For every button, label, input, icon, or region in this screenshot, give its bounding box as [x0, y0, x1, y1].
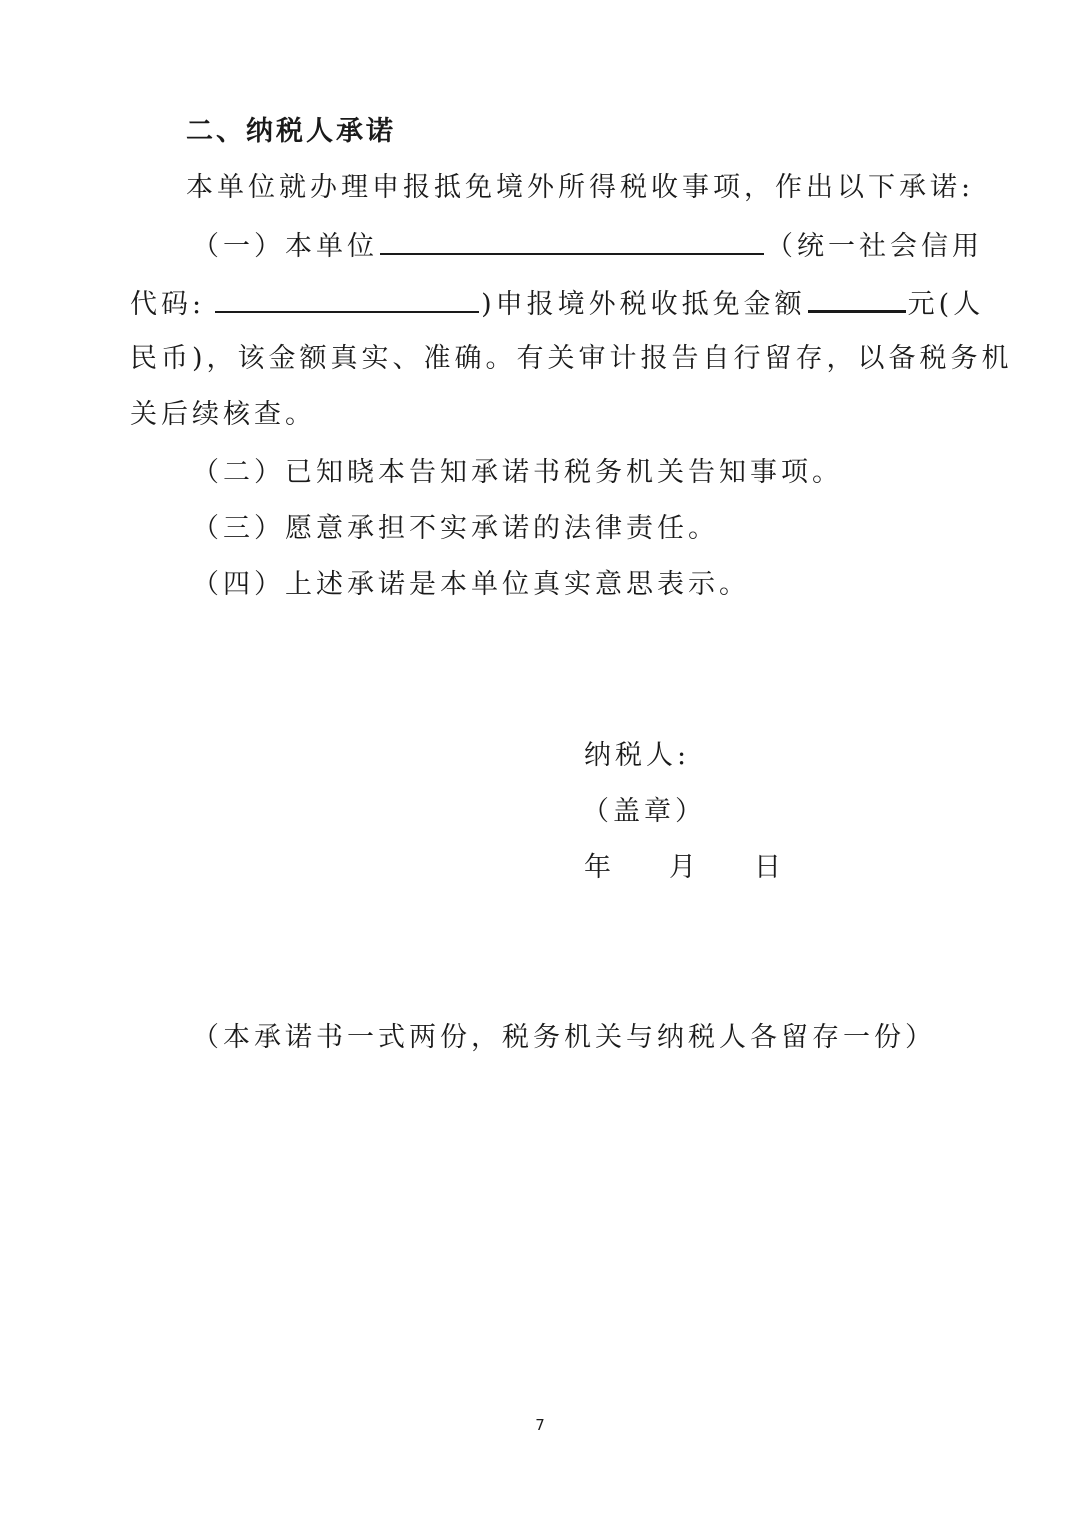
unit-name-blank[interactable] [380, 227, 764, 255]
item-1-line-1 [192, 227, 983, 265]
credit-code-label: 代码: [130, 289, 206, 320]
day-label: 日 [754, 852, 785, 883]
intro-paragraph: 本单位就办理申报抵免境外所得税收事项，作出以下承诺: [186, 172, 975, 203]
taxpayer-label: 纳税人: [584, 740, 691, 771]
month-label: 月 [669, 852, 700, 883]
item-1-after-code: )申报境外税收抵免金额 [481, 289, 806, 320]
amount-blank[interactable] [808, 284, 906, 313]
item-4: （四）上述承诺是本单位真实意思表示。 [192, 569, 750, 600]
date-line [584, 850, 785, 886]
item-1-line-4: 关后续核查。 [130, 399, 316, 430]
item-3: （三）愿意承担不实承诺的法律责任。 [192, 513, 719, 544]
item-1-prefix: （一）本单位 [192, 231, 378, 262]
item-1-line-3: 民币)，该金额真实、准确。有关审计报告自行留存，以备税务机 [130, 343, 1013, 374]
footnote: （本承诺书一式两份，税务机关与纳税人各留存一份） [192, 1022, 936, 1053]
seal-label: （盖章） [582, 796, 706, 827]
item-2: （二）已知晓本告知承诺书税务机关告知事项。 [192, 457, 843, 488]
page-number: 7 [535, 1416, 545, 1434]
credit-code-blank[interactable] [215, 285, 479, 313]
year-label: 年 [584, 852, 615, 883]
item-1-after-amount: 元(人 [907, 289, 985, 320]
item-1-line-2 [130, 284, 984, 323]
item-1-after-name: （统一社会信用 [766, 231, 983, 262]
section-heading: 二、纳税人承诺 [186, 116, 396, 147]
